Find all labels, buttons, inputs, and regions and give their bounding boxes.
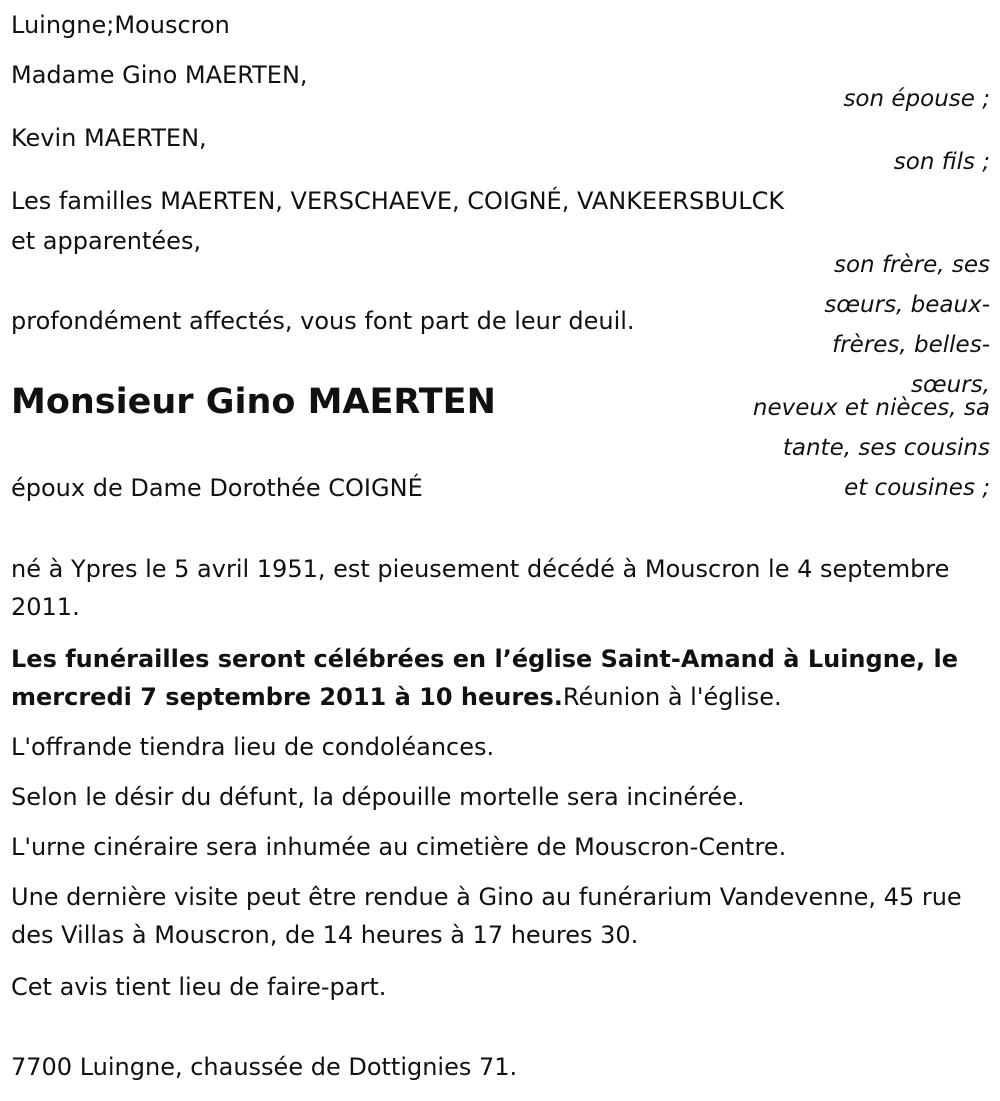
relation-spouse: son épouse ;	[843, 86, 990, 112]
location-header: Luingne;Mouscron	[11, 11, 230, 39]
address-paragraph: 7700 Luingne, chaussée de Dottignies 71.	[11, 1053, 518, 1081]
urn-paragraph: L'urne cinéraire sera inhumée au cimetière de Mouscron-Centre.	[11, 833, 787, 861]
offering-paragraph: L'offrande tiendra lieu de condoléances.	[11, 733, 495, 761]
funeral-details-bold: Les funérailles seront célébrées en l’église Saint-Amand à Luingne, le mercredi 7 septembre 2011 à 10 heures.	[11, 645, 959, 711]
relation-extended-line2: sœurs, beaux-	[824, 292, 990, 318]
birth-death-paragraph: né à Ypres le 5 avril 1951, est pieusement décédé à Mouscron le 4 septembre 2011.	[11, 555, 950, 621]
notice-paragraph: Cet avis tient lieu de faire-part.	[11, 973, 387, 1001]
family-members-extended-line2: et apparentées,	[11, 227, 202, 255]
cremation-paragraph: Selon le désir du défunt, la dépouille mortelle sera incinérée.	[11, 783, 745, 811]
deceased-spouse: époux de Dame Dorothée COIGNÉ	[11, 474, 423, 502]
family-members-extended-line1: Les familles MAERTEN, VERSCHAEVE, COIGNÉ, VANKEERSBULCK	[11, 187, 785, 215]
announcement-text: profondément affectés, vous font part de leur deuil.	[11, 307, 635, 335]
relation-extended-line1: son frère, ses	[834, 252, 990, 278]
visit-paragraph: Une dernière visite peut être rendue à Gino au funérarium Vandevenne, 45 rue des Villas à Mouscron, de 14 heures à 17 heures 30.	[11, 883, 962, 949]
relation-extended-line6: tante, ses cousins	[782, 435, 990, 461]
relation-extended-line3: frères, belles-	[832, 332, 990, 358]
relation-son: son fils ;	[893, 149, 990, 175]
relation-extended-line4: sœurs,	[911, 372, 990, 398]
relation-extended-line7: et cousines ;	[844, 475, 990, 501]
funeral-meeting: Réunion à l'église.	[562, 683, 782, 711]
deceased-name: Monsieur Gino MAERTEN	[11, 382, 496, 422]
funeral-paragraph	[11, 640, 981, 716]
family-member-spouse: Madame Gino MAERTEN,	[11, 61, 308, 89]
family-member-son: Kevin MAERTEN,	[11, 124, 207, 152]
relation-extended-line5: neveux et nièces, sa	[752, 395, 990, 421]
